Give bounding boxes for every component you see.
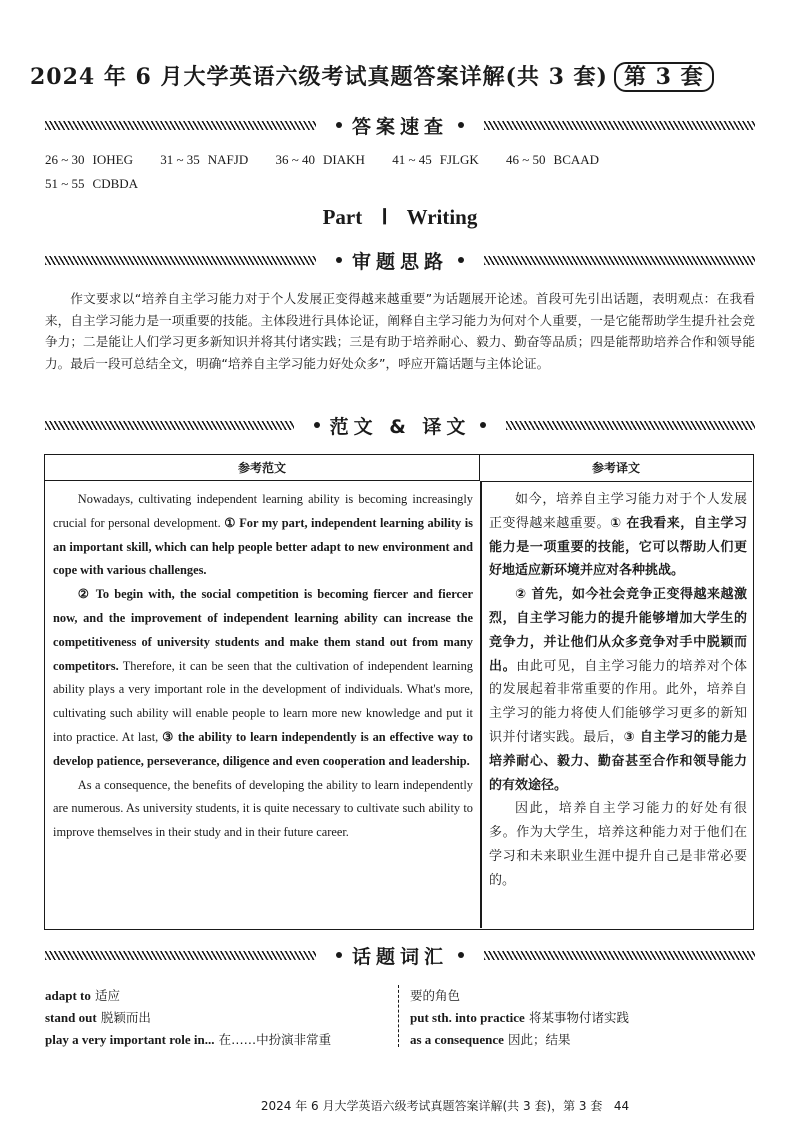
vocab-list-right [410,985,755,1051]
section-title-vocab: 话题词汇 [352,945,449,968]
section-essay-header [45,410,755,440]
hatch-divider [484,121,755,130]
footer-text: 2024 年 6 月大学英语六级考试真题答案详解(共 3 套)，第 3 套 [260,1099,603,1113]
column-divider [480,481,482,928]
vocab-item: stand out 脱颖而出 [45,1010,151,1025]
hatch-divider [45,421,294,430]
section-title-analysis: 审题思路 [352,250,449,273]
essay-column-header: 参考范文 [45,455,480,481]
vocab-divider [398,985,399,1047]
bullet-dot-icon [458,952,464,958]
vocab-list-left [45,985,390,1051]
analysis-paragraph: 作文要求以“培养自主学习能力对于个人发展正变得越来越重要”为话题展开论述。首段可先引出话题，表明观点：在我看来，自主学习能力是一项重要的技能。主体段进行具体论证，阐释自主学习能力为何对个人重要，一是它能帮助学生提升社会竞争力；二是能让人们学习更多新知识并将其付诸实践；三是有助于培养耐心、毅力、勤奋等品质；四是能帮助培养合作和领导能力。最后一段可总结全文，明确“培养自主学习能力好处众多”，呼应开篇话题与主体论证。 [45,291,755,371]
answer-group: 26 ~ 30 IOHEG [45,152,133,167]
section-analysis-header [45,245,755,275]
essay-paragraph: ② To begin with, the social competition is becoming fiercer and fiercer now, and the improvement of independent learning ability can increase the competitiveness of university students and make them stand out from many competitors. Therefore, it can be seen that the cultivation of independent learning ability plays a very important role in the development of individuals. What's more, cultivating such ability will enable people to learn more new knowledge and put it into practice. At last, ③ the ability to learn independently is an effective way to develop patience, perseverance, diligence and even cooperation and leadership. [53,587,474,768]
set-badge: 第 3 套 [614,62,714,92]
bullet-dot-icon [480,422,486,428]
part-heading: Part Ⅰ Writing [322,205,478,229]
hatch-divider [45,121,316,130]
answer-group: 46 ~ 50 BCAAD [506,152,600,167]
hatch-divider [45,951,316,960]
section-vocab-header [45,940,755,970]
section-title-answers: 答案速查 [352,115,449,138]
bullet-dot-icon [314,422,320,428]
section-title-essay: 范文 & 译文 [329,415,471,438]
vocab-item: 要的角色 [410,988,461,1003]
translation-paragraph: 因此，培养自主学习能力的好处有很多。作为大学生，培养这种能力对于他们在学习和未来职业生涯中提升自己是非常必要的。 [489,801,747,888]
page-number: 44 [613,1099,630,1113]
answer-group: 51 ~ 55 CDBDA [45,176,139,191]
hatch-divider [484,951,755,960]
answer-group: 36 ~ 40 DIAKH [275,152,365,167]
essay-paragraph: As a consequence, the benefits of developing the ability to learn independently are numerous. As university students, it is quite necessary to cultivate such ability to improve themselves in their study and in their future career. [53,777,473,840]
page-footer [0,1097,800,1114]
translation-paragraph: ② 首先，如今社会竞争正变得越来越激烈，自主学习能力的提升能够增加大学生的竞争力，并让他们从众多竞争对手中脱颖而出。由此可见，自主学习能力的培养对个体的发展起着非常重要的作用。此外，培养自主学习的能力将使人们能够学习更多的新知识并付诸实践。最后，③ 自主学习的能力是培养耐心、毅力、勤奋甚至合作和领导能力的有效途径。 [489,587,747,793]
translation-paragraph: 如今，培养自主学习能力对于个人发展正变得越来越重要。① 在我看来，自主学习能力是一项重要的技能，它可以帮助人们更好地适应新环境并应对各种挑战。 [489,492,747,579]
title-text: 2024 年 6 月大学英语六级考试真题答案详解(共 3 套) [30,64,608,90]
answer-group: 31 ~ 35 NAFJD [160,152,249,167]
essay-paragraph: Nowadays, cultivating independent learning ability is becoming increasingly crucial for personal development. ① For my part, independent learning ability is an important skill, which can help people better adapt to new environment and cope with various challenges. [53,492,473,578]
bullet-dot-icon [336,122,342,128]
section-answers-header [45,110,755,140]
page-title [30,60,770,92]
vocab-item: as a consequence 因此；结果 [410,1032,571,1047]
vocab-item: adapt to 适应 [45,988,121,1003]
bullet-dot-icon [458,257,464,263]
hatch-divider [506,421,755,430]
essay-english [53,488,473,845]
answer-row-1 [45,152,623,168]
hatch-divider [45,256,316,265]
vocab-item: play a very important role in... 在……中扮演非常重 [45,1032,332,1047]
essay-translation [489,488,747,893]
vocab-item: put sth. into practice 将某事物付诸实践 [410,1010,629,1025]
bullet-dot-icon [458,122,464,128]
bullet-dot-icon [336,257,342,263]
bullet-dot-icon [336,952,342,958]
hatch-divider [484,256,755,265]
answer-group: 41 ~ 45 FJLGK [392,152,479,167]
answer-row-2 [45,176,162,192]
essay-table [44,454,754,930]
translation-column-header: 参考译文 [480,455,752,482]
